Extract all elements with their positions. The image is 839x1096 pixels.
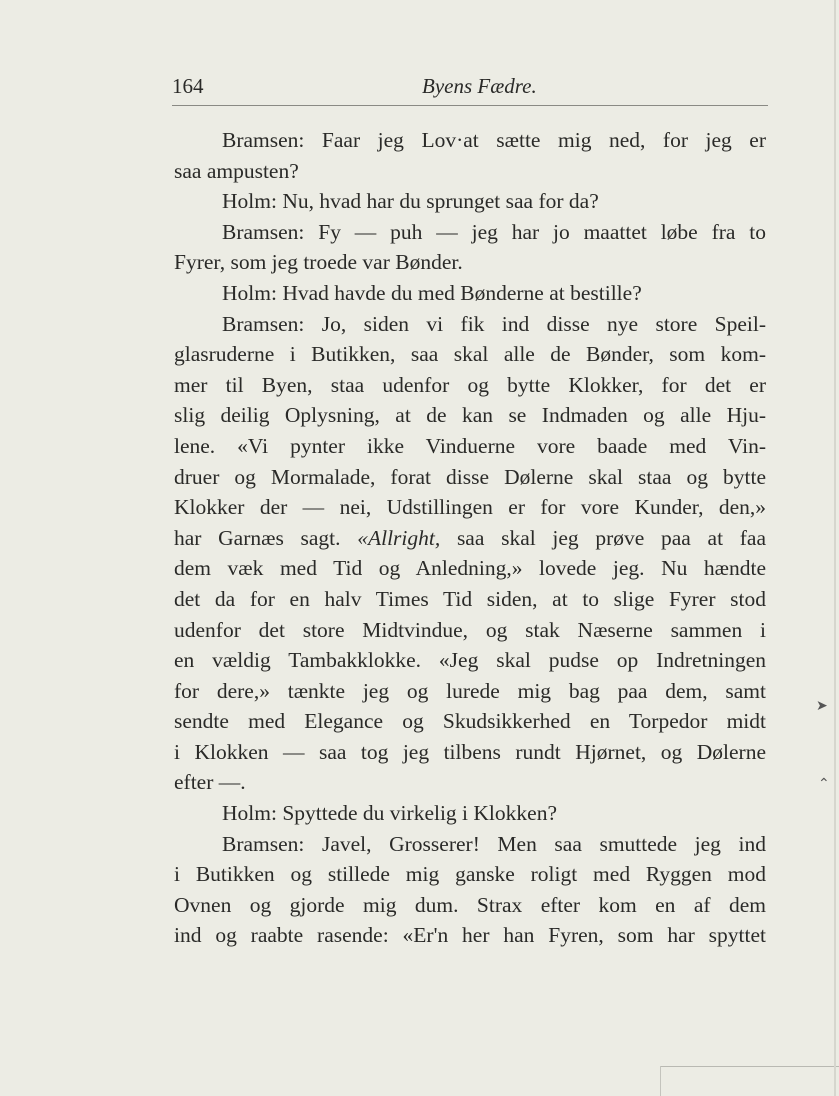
text-line: Bramsen: Javel, Grosserer! Men saa smuttede jeg ind: [222, 831, 766, 856]
text-line: ind og raabte rasende: «Er'n her han Fyren, som har spyttet: [174, 923, 766, 948]
text-line-mixed: [174, 523, 766, 554]
italic-segment: «Allright,: [357, 525, 441, 550]
text-line: druer og Mormalade, forat disse Dølerne skal staa og bytte: [174, 464, 766, 489]
page-header: [172, 74, 768, 106]
corner-rule: [660, 1066, 661, 1096]
text-segment: har Garnæs sagt.: [174, 525, 358, 550]
text-line: dem væk med Tid og Anledning,» lovede jeg. Nu hændte: [174, 556, 766, 581]
text-line: Holm: Spyttede du virkelig i Klokken?: [222, 801, 557, 826]
corner-rule: [660, 1066, 839, 1067]
text-line: slig deilig Oplysning, at de kan se Indmaden og alle Hju-: [174, 403, 766, 428]
text-line: Bramsen: Jo, siden vi fik ind disse nye store Speil-: [222, 311, 766, 336]
text-line: mer til Byen, staa udenfor og bytte Klokker, for det er: [174, 372, 766, 397]
text-line: udenfor det store Midtvindue, og stak Næserne sammen i: [174, 617, 766, 642]
page-number: 164: [172, 74, 204, 98]
text-line: lene. «Vi pynter ikke Vinduerne vore baade med Vin-: [174, 433, 766, 458]
text-line: glasruderne i Butikken, saa skal alle de Bønder, som kom-: [174, 342, 766, 367]
text-line: sendte med Elegance og Skudsikkerhed en Torpedor midt: [174, 709, 766, 734]
text-line: en vældig Tambakklokke. «Jeg skal pudse op Indretningen: [174, 648, 766, 673]
text-line: for dere,» tænkte jeg og lurede mig bag paa dem, samt: [174, 678, 766, 703]
text-line: Klokker der — nei, Udstillingen er for vore Kunder, den,»: [174, 495, 766, 520]
text-line: saa ampusten?: [174, 158, 299, 183]
text-line: Bramsen: Fy — puh — jeg har jo maattet løbe fra to: [222, 219, 766, 244]
text-segment: saa skal jeg prøve paa at faa: [440, 525, 766, 550]
text-line: efter —.: [174, 770, 246, 795]
text-line: i Butikken og stillede mig ganske roligt med Ryggen mod: [174, 862, 766, 887]
margin-mark-icon: ⌃: [818, 777, 830, 792]
page-edge: [834, 0, 836, 1096]
running-title: Byens Fædre.: [422, 74, 537, 98]
text-line: Holm: Nu, hvad har du sprunget saa for da?: [222, 189, 599, 214]
body-text: [174, 125, 766, 951]
text-line: Holm: Hvad havde du med Bønderne at bestille?: [222, 280, 642, 305]
text-line: Fyrer, som jeg troede var Bønder.: [174, 250, 463, 275]
text-line: det da for en halv Times Tid siden, at to slige Fyrer stod: [174, 586, 766, 611]
text-line: i Klokken — saa tog jeg tilbens rundt Hjørnet, og Dølerne: [174, 739, 766, 764]
margin-mark-icon: ➤: [816, 699, 828, 714]
header-rule: [172, 105, 768, 106]
text-line: Ovnen og gjorde mig dum. Strax efter kom en af dem: [174, 892, 766, 917]
text-line: Bramsen: Faar jeg Lov·at sætte mig ned, for jeg er: [222, 128, 766, 152]
